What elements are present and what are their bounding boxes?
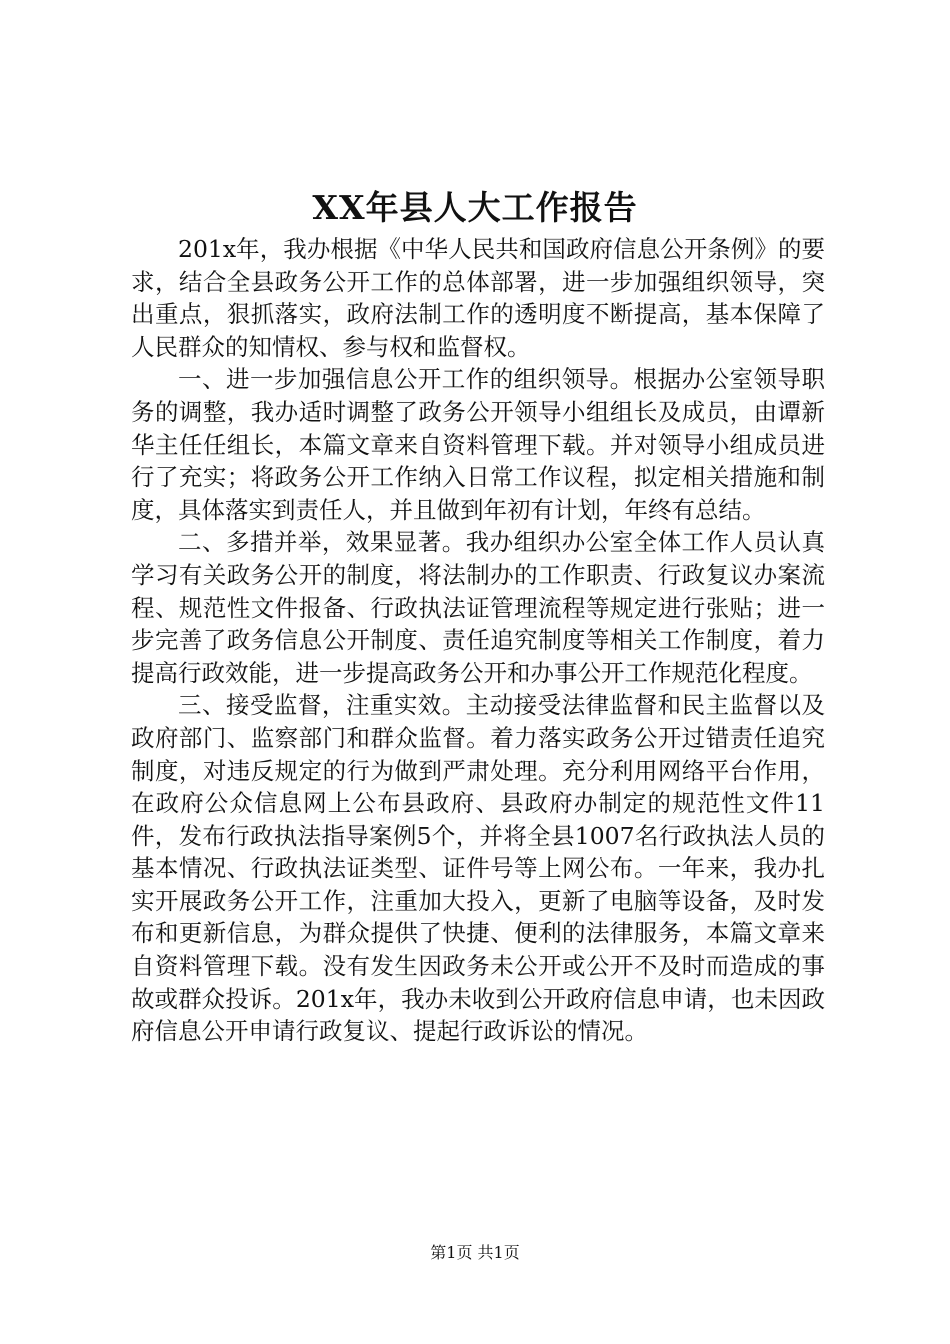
paragraph-section-2: 二、多措并举，效果显著。我办组织办公室全体工作人员认真学习有关政务公开的制度，将法制办的工作职责、行政复议办案流程、规范性文件报备、行政执法证管理流程等规定进行张贴；进一步完善了政务信息公开制度、责任追究制度等相关工作制度，着力提高行政效能，进一步提高政务公开和办事公开工作规范化程度。 [131,528,825,687]
document-body [131,233,825,1048]
paragraph-section-3: 三、接受监督，注重实效。主动接受法律监督和民主监督以及政府部门、监察部门和群众监督。着力落实政务公开过错责任追究制度，对违反规定的行为做到严肃处理。充分利用网络平台作用，在政府公众信息网上公布县政府、县政府办制定的规范性文件11件，发布行政执法指导案例5个，并将全县1007名行政执法人员的基本情况、行政执法证类型、证件号等上网公布。一年来，我办扎实开展政务公开工作，注重加大投入，更新了电脑等设备，及时发布和更新信息，为群众提供了快捷、便利的法律服务，本篇文章来自资料管理下载。没有发生因政务未公开或公开不及时而造成的事故或群众投诉。201x年，我办未收到公开政府信息申请，也未因政府信息公开申请行政复议、提起行政诉讼的情况。 [131,691,825,1046]
paragraph-intro: 201x年，我办根据《中华人民共和国政府信息公开条例》的要求，结合全县政务公开工作的总体部署，进一步加强组织领导，突出重点，狠抓落实，政府法制工作的透明度不断提高，基本保障了人民群众的知情权、参与权和监督权。 [131,235,825,361]
document-title: XX年县人大工作报告 [312,188,638,227]
page-footer: 第1页 共1页 [430,1243,520,1262]
paragraph-section-1: 一、进一步加强信息公开工作的组织领导。根据办公室领导职务的调整，我办适时调整了政务公开领导小组组长及成员，由谭新华主任任组长，本篇文章来自资料管理下载。并对领导小组成员进行了充实；将政务公开工作纳入日常工作议程，拟定相关措施和制度，具体落实到责任人，并且做到年初有计划，年终有总结。 [131,365,825,524]
